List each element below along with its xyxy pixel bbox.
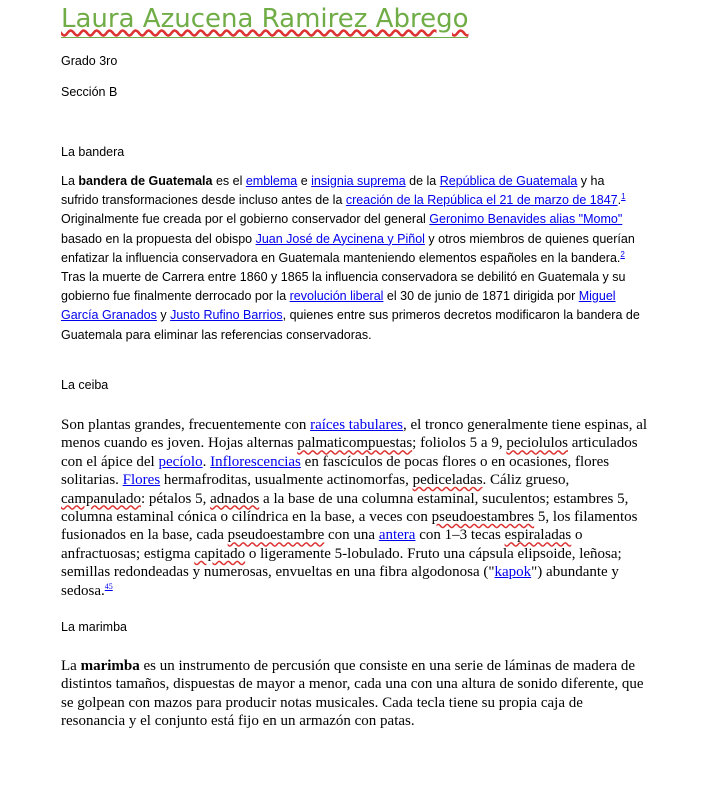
link-kapok[interactable]: kapok — [494, 564, 532, 581]
link-revolucion-liberal[interactable]: revolución liberal — [289, 289, 384, 304]
heading-marimba: La marimba — [61, 620, 127, 634]
paragraph-marimba: La marimba es un instrumento de percusión que consiste en una serie de láminas de madera de distintos tamaños, dispuestas de mayor a menor, cada una con una altura de sonido diferente, que se golpean con mazos para producir notas musicales. Cada tecla tiene su propia caja de resonancia y el conjunto está fijo en un armazón con patas. — [61, 658, 644, 730]
link-flores[interactable]: Flores — [122, 472, 161, 489]
link-creacion-republica[interactable]: creación de la República el 21 de marzo de 1847 — [345, 193, 618, 208]
link-antera[interactable]: antera — [378, 527, 416, 544]
footnote-link-1[interactable]: 1 — [621, 192, 626, 202]
footnote-link-45[interactable]: 45 — [104, 581, 113, 591]
bold-term: bandera de Guatemala — [78, 174, 213, 188]
link-peciolo[interactable]: pecíolo — [158, 453, 203, 470]
heading-bandera: La bandera — [61, 145, 125, 159]
paragraph-bandera: La bandera de Guatemala es el emblema e insignia suprema de la República de Guatemala y ha sufrido transformaciones desde incluso antes de la creación de la República el 21 de marzo de 1847.$^1$ Originalmente fue creada por el gobierno conservador del general Geronimo Benavides alias "Momo" basado en la propuesta del obispo Juan José de Aycinena y Piñol y otros miembros de quienes querían enfatizar la influencia conservadora en Guatemala manteniendo elementos españoles en la bandera.$^2$ Tras la muerte de Carrera entre 1860 y 1865 la influencia conservadora se debilitó en Guatemala y su gobierno fue finalmente derrocado por la revolución liberal el 30 de junio de 1871 dirigida por Miguel García Granados y Justo Rufino Barrios, quienes entre sus primeros decretos modificaron la bandera de Guatemala para eliminar las referencias conservadoras. — [61, 174, 640, 342]
link-raices-tabulares[interactable]: raíces tabulares — [310, 417, 403, 433]
section-line: Sección B — [61, 85, 118, 99]
link-republica-guatemala[interactable]: República de Guatemala — [439, 174, 578, 188]
heading-ceiba: La ceiba — [61, 378, 109, 392]
grade-line: Grado 3ro — [61, 54, 118, 68]
spelling-flag: capitado — [194, 545, 246, 562]
link-justo-rufino-barrios[interactable]: Justo Rufino Barrios — [170, 308, 283, 323]
paragraph-ceiba: Son plantas grandes, frecuentemente con raíces tabulares, el tronco generalmente tiene espinas, al menos cuando es joven. Hojas alternas palmaticompuestas; foliolos 5 a 9, peciolulos articulados con el ápice del pecíolo. Inflorescencias en fascículos de pocas flores o en ocasiones, flores solitarias. Flores hermafroditas, usualmente actinomorfas, pediceladas. Cáliz grueso, campanulado: pétalos 5, adnados a la base de una columna estaminal, suculentos; estambres 5, columna estaminal cónica o cilíndrica en la base, a veces con pseudoestambres 5, los filamentos fusionados en la base, cada pseudoestambre con una antera con 1–3 tecas espiraladas o anfractuosas; estigma capitado o ligeramente 5-lobulado. Fruto una cápsula elipsoide, leñosa; semillas redondeadas y numerosas, envueltas en una fibra algodonosa ("kapok") abundante y sedosa.$^{45}$ — [61, 417, 648, 599]
spelling-flag: peciolulos — [506, 435, 568, 452]
spelling-flag: pseudoestambres — [431, 509, 535, 526]
spelling-flag: pseudoestambre — [227, 527, 325, 544]
link-inflorescencias[interactable]: Inflorescencias — [210, 453, 301, 470]
spelling-flag: espiraladas — [504, 527, 572, 544]
link-geronimo-benavides[interactable]: Geronimo Benavides alias "Momo" — [429, 212, 623, 227]
link-juan-jose-aycinena[interactable]: Juan José de Aycinena y Piñol — [255, 231, 425, 246]
spelling-flag: adnados — [210, 490, 260, 507]
document-title: Laura Azucena Ramirez Abrego — [61, 2, 468, 38]
link-insignia-suprema[interactable]: insignia suprema — [311, 174, 406, 188]
spelling-flag: palmaticompuestas — [297, 435, 413, 452]
link-emblema[interactable]: emblema — [245, 174, 298, 188]
bold-term: marimba — [80, 658, 140, 674]
spelling-flag: pediceladas — [412, 472, 483, 489]
link-miguel-garcia-granados[interactable]: Miguel García Granados — [61, 289, 616, 323]
footnote-link-2[interactable]: 2 — [620, 249, 625, 259]
spelling-flag: campanulado — [61, 490, 141, 507]
